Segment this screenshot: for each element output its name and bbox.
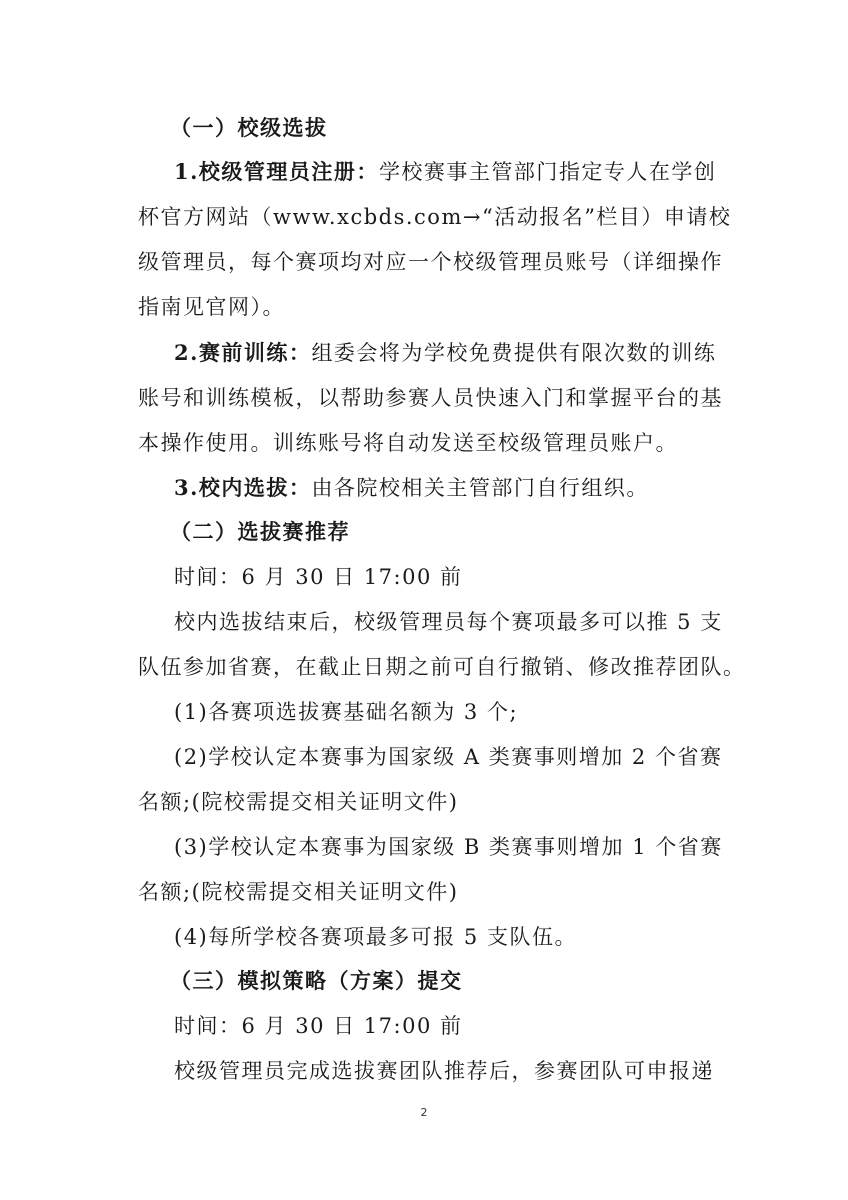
item-title-pre-training: 2.赛前训练：: [174, 340, 312, 365]
item-title-admin-registration: 1.校级管理员注册：: [174, 159, 379, 184]
deadline-text: 时间：6 月 30 日 17:00 前: [174, 565, 463, 589]
paragraph-line: 指南见官网）。: [138, 295, 285, 319]
paragraph-internal-selection: [174, 473, 649, 503]
paragraph-line: 杯官方网站（www.xcbds.com→“活动报名”栏目）申请校: [138, 205, 732, 229]
rule-item: (4)每所学校各赛项最多可报 5 支队伍。: [174, 925, 577, 949]
paragraph-line: 账号和训练模板，以帮助参赛人员快速入门和掌握平台的基: [138, 386, 723, 410]
item-text: 学校赛事主管部门指定专人在学创: [378, 160, 717, 184]
rule-item: (1)各赛项选拔赛基础名额为 3 个;: [174, 700, 519, 724]
section-heading-school-selection: （一）校级选拔: [170, 115, 328, 140]
paragraph-line: 队伍参加省赛，在截止日期之前可自行撤销、修改推荐团队。: [138, 655, 746, 679]
paragraph-admin-registration: [174, 157, 716, 187]
section-heading-strategy-submission: （三）模拟策略（方案）提交: [170, 968, 463, 993]
paragraph-line: 本操作使用。训练账号将自动发送至校级管理员账户。: [138, 431, 678, 455]
deadline-text: 时间：6 月 30 日 17:00 前: [174, 1014, 463, 1038]
rule-item-continued: 名额;(院校需提交相关证明文件): [138, 790, 459, 814]
rule-item: (3)学校认定本赛事为国家级 B 类赛事则增加 1 个省赛: [174, 835, 723, 859]
item-text: 组委会将为学校免费提供有限次数的训练: [311, 341, 717, 365]
page-number: 2: [420, 1106, 428, 1119]
section-heading-selection-recommendation: （二）选拔赛推荐: [170, 519, 350, 544]
rule-item: (2)学校认定本赛事为国家级 A 类赛事则增加 2 个省赛: [174, 745, 723, 769]
paragraph-line: 校内选拔结束后，校级管理员每个赛项最多可以推 5 支: [174, 610, 723, 634]
item-text: 由各院校相关主管部门自行组织。: [311, 476, 649, 500]
paragraph-pre-training: [174, 338, 716, 368]
paragraph-line: 级管理员，每个赛项均对应一个校级管理员账号（详细操作: [138, 250, 723, 274]
item-title-internal-selection: 3.校内选拔：: [174, 475, 312, 500]
paragraph-line: 校级管理员完成选拔赛团队推荐后，参赛团队可申报递: [174, 1059, 714, 1083]
rule-item-continued: 名额;(院校需提交相关证明文件): [138, 880, 459, 904]
